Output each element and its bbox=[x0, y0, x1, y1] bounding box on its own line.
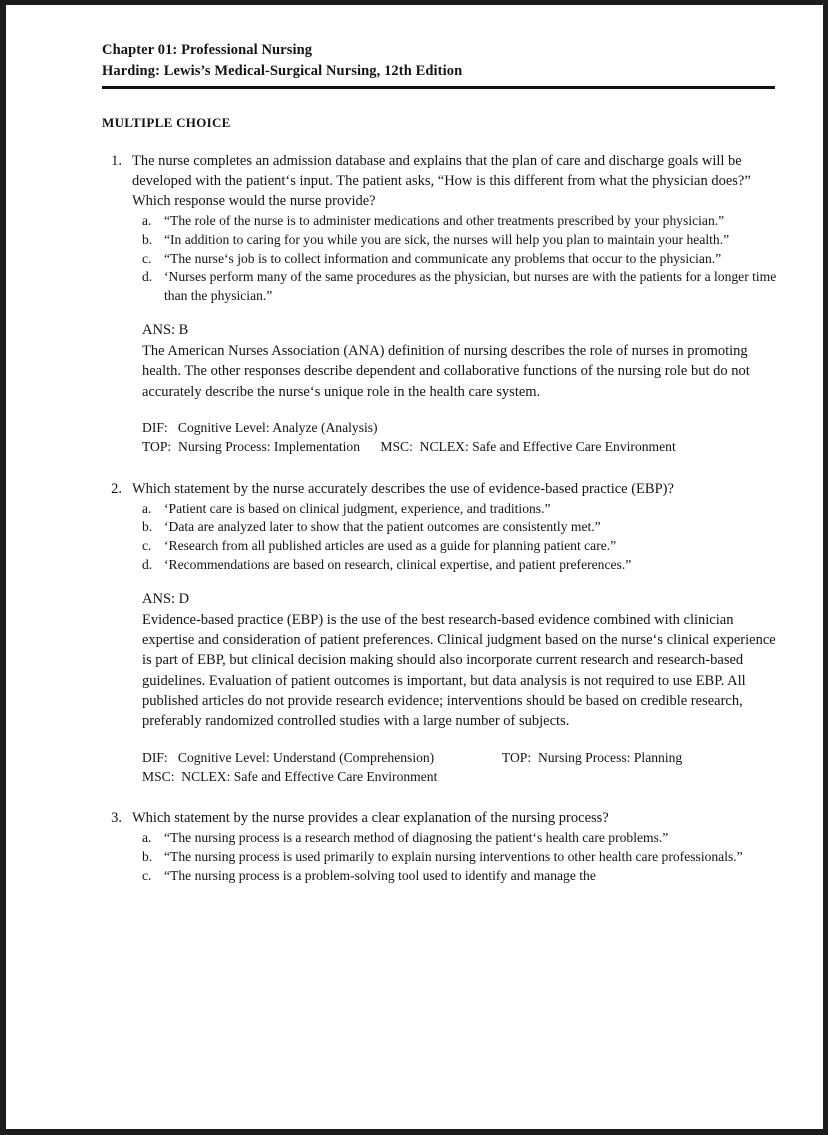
question-number: 3. bbox=[111, 810, 122, 827]
choice-letter: b. bbox=[142, 519, 153, 535]
choice-letter: c. bbox=[142, 250, 152, 266]
document-header bbox=[102, 40, 778, 82]
choice-text: “The nursing process is used primarily to explain nursing interventions to other health care professionals.” bbox=[164, 848, 743, 864]
metadata-line: DIF: Cognitive Level: Understand (Comprehension) TOP: Nursing Process: Planning bbox=[142, 749, 683, 765]
choice-text: ‘Research from all published articles are used as a guide for planning patient care.” bbox=[164, 538, 617, 554]
choice-item[interactable] bbox=[142, 212, 778, 231]
page-edge-top bbox=[0, 0, 828, 5]
question-stem: Which statement by the nurse provides a clear explanation of the nursing process? bbox=[132, 810, 609, 827]
question-stem-row bbox=[102, 808, 778, 828]
header-book-title: Harding: Lewis’s Medical-Surgical Nursing, 12th Edition bbox=[102, 63, 463, 80]
choice-text: “The nursing process is a problem-solving tool used to identify and manage the bbox=[164, 867, 596, 883]
choice-item[interactable] bbox=[142, 250, 778, 269]
choice-item[interactable] bbox=[142, 537, 778, 556]
choice-text: “The role of the nurse is to administer medications and other treatments prescribed by your physician.” bbox=[164, 213, 725, 229]
question-stem: Which statement by the nurse accurately describes the use of evidence-based practice (EBP)? bbox=[132, 480, 674, 497]
question-block bbox=[102, 479, 778, 787]
choice-letter: d. bbox=[142, 269, 153, 285]
question-metadata bbox=[142, 748, 778, 787]
choice-text: “In addition to caring for you while you are sick, the nurses will help you plan to maintain your health.” bbox=[164, 231, 730, 247]
question-block bbox=[102, 151, 778, 457]
answer-key: ANS: D bbox=[142, 590, 190, 607]
choice-item[interactable] bbox=[142, 556, 778, 575]
metadata-line: TOP: Nursing Process: Implementation MSC: NCLEX: Safe and Effective Care Environment bbox=[142, 439, 676, 455]
question-stem-row bbox=[102, 479, 778, 499]
page-edge-left bbox=[0, 0, 6, 1135]
choice-item[interactable] bbox=[142, 268, 778, 306]
answer-block bbox=[142, 320, 778, 402]
page-edge-bottom bbox=[0, 1129, 828, 1135]
choice-text: ‘Nurses perform many of the same procedures as the physician, but nurses are with the patients for a longer time than the physician.” bbox=[164, 269, 777, 304]
question-number: 2. bbox=[111, 480, 122, 497]
page-edge-right bbox=[823, 0, 828, 1135]
question-block bbox=[102, 808, 778, 885]
question-number: 1. bbox=[111, 153, 122, 170]
choice-list bbox=[142, 829, 778, 885]
choice-text: ‘Recommendations are based on research, clinical expertise, and patient preferences.” bbox=[164, 556, 632, 572]
question-stem-row bbox=[102, 151, 778, 211]
choice-list bbox=[142, 500, 778, 575]
document-content bbox=[102, 40, 778, 907]
choice-item[interactable] bbox=[142, 500, 778, 519]
choice-text: “The nurse‘s job is to collect information and communicate any problems that occur to the physician.” bbox=[164, 250, 722, 266]
choice-letter: a. bbox=[142, 830, 152, 846]
choice-text: ‘Data are analyzed later to show that the patient outcomes are consistently met.” bbox=[164, 519, 601, 535]
choice-letter: d. bbox=[142, 556, 153, 572]
choice-letter: c. bbox=[142, 867, 152, 883]
choice-text: ‘Patient care is based on clinical judgment, experience, and traditions.” bbox=[164, 500, 551, 516]
choice-list bbox=[142, 212, 778, 306]
choice-item[interactable] bbox=[142, 231, 778, 250]
answer-block bbox=[142, 589, 778, 732]
choice-text: “The nursing process is a research method of diagnosing the patient‘s health care problems.” bbox=[164, 830, 669, 846]
answer-key: ANS: B bbox=[142, 321, 189, 338]
metadata-line: DIF: Cognitive Level: Analyze (Analysis) bbox=[142, 419, 378, 435]
answer-rationale: The American Nurses Association (ANA) definition of nursing describes the role of nurses in promoting health. The other responses describe dependent and collaborative functions of the nursing role but do not accurately describe the nurse‘s unique role in the health care system. bbox=[142, 343, 750, 400]
choice-letter: a. bbox=[142, 213, 152, 229]
choice-letter: b. bbox=[142, 231, 153, 247]
choice-letter: b. bbox=[142, 848, 153, 864]
question-stem: The nurse completes an admission database and explains that the plan of care and discharge goals will be developed with the patient‘s input. The patient asks, “How is this different from what the physician does?” Which response would the nurse provide? bbox=[132, 153, 751, 210]
header-chapter-title: Chapter 01: Professional Nursing bbox=[102, 42, 313, 58]
choice-item[interactable] bbox=[142, 518, 778, 537]
choice-item[interactable] bbox=[142, 829, 778, 848]
choice-letter: c. bbox=[142, 538, 152, 554]
header-divider bbox=[102, 86, 775, 89]
choice-item[interactable] bbox=[142, 848, 778, 867]
answer-rationale: Evidence-based practice (EBP) is the use of the best research-based evidence combined with clinician expertise and consideration of patient preferences. Clinical judgment based on the nurse‘s clinical experience is part of EBP, but clinical decision making should also incorporate current research and research-based guidelines. Evaluation of patient outcomes is important, but data analysis is not required to use EBP. All published articles do not provide research evidence; interventions should be based on credible research, preferably randomized controlled studies with a large number of subjects. bbox=[142, 611, 776, 730]
question-metadata bbox=[142, 418, 778, 457]
choice-item[interactable] bbox=[142, 867, 778, 886]
section-title: MULTIPLE CHOICE bbox=[102, 115, 231, 131]
choice-letter: a. bbox=[142, 500, 152, 516]
metadata-line: MSC: NCLEX: Safe and Effective Care Environment bbox=[142, 768, 438, 784]
